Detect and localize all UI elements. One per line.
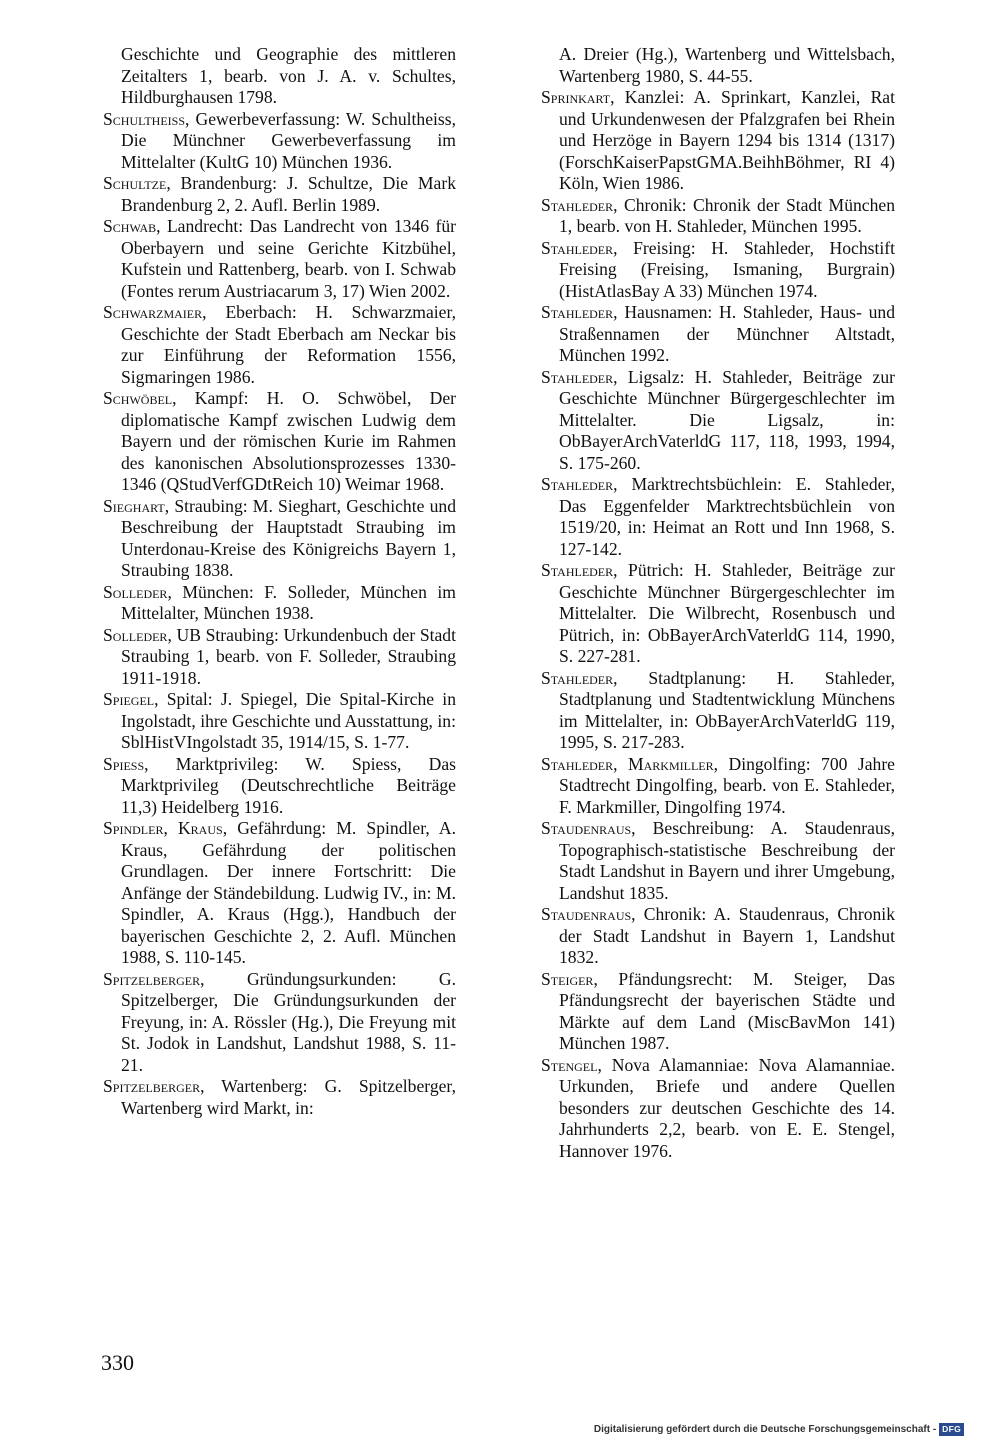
bib-entry <box>103 173 456 216</box>
bib-entry <box>103 302 456 388</box>
entry-text: , Ligsalz: H. Stahleder, Beiträge zur Geschichte Münchner Bürgergeschlechter im Mittelalter. Die Ligsalz, in: ObBayerArchVaterldG 117, 118, 1993, 1994, S. 175-260. <box>559 366 895 473</box>
funding-note <box>594 1423 964 1436</box>
entry-text: , Marktrechtsbüchlein: E. Stahleder, Das Eggenfelder Marktrechtsbüchlein von 1519/20, in: Heimat an Rott und Inn 1968, S. 127-142. <box>559 474 895 559</box>
bib-entry <box>103 216 456 302</box>
entry-author: Schwarzmaier <box>103 302 203 322</box>
entry-author: Schwöbel <box>103 388 173 408</box>
entry-author: Stahleder <box>541 667 614 688</box>
entry-author: Spitzelberger <box>103 1076 201 1096</box>
entry-text: , UB Straubing: Urkundenbuch der Stadt Straubing 1, bearb. von F. Solleder, Straubing 1911-1918. <box>121 624 456 688</box>
bib-entry <box>541 1055 895 1163</box>
bib-entry <box>103 496 456 582</box>
bib-entry <box>541 668 895 754</box>
bib-entry <box>541 195 895 238</box>
entry-text: , Straubing: M. Sieghart, Geschichte und Beschreibung der Hauptstadt Straubing im Unterdonau-Kreise des Königreichs Bayern 1, Straubing 1838. <box>121 495 456 580</box>
entry-text: , Chronik: A. Staudenraus, Chronik der Stadt Landshut in Bayern 1, Landshut 1832. <box>559 904 895 967</box>
entry-author: Spitzelberger <box>103 968 201 989</box>
bib-entry <box>103 44 456 109</box>
right-column <box>541 44 895 1162</box>
entry-author: Stahleder <box>541 302 614 322</box>
bib-entry <box>103 109 456 174</box>
entry-text: , Nova Alamanniae: Nova Alamanniae. Urkunden, Briefe und andere Quellen besonders zur deutschen Geschichte des 14. Jahrhunderts 2,2, bearb. von E. E. Stengel, Hannover 1976. <box>559 1054 895 1161</box>
entry-text: , Wartenberg: G. Spitzelberger, Wartenberg wird Markt, in: <box>121 1076 456 1118</box>
entry-author: Stahleder <box>541 237 614 258</box>
entry-author: Sprinkart <box>541 87 611 107</box>
entry-text: , Chronik: Chronik der Stadt München 1, bearb. von H. Stahleder, München 1995. <box>559 194 895 236</box>
entry-author: Staudenraus <box>541 904 632 924</box>
entry-author: Spindler, Kraus <box>103 818 223 838</box>
entry-text: , Eberbach: H. Schwarzmaier, Geschichte der Stadt Eberbach am Neckar bis zur Einführung der Reformation 1556, Sigmaringen 1986. <box>121 302 456 387</box>
bib-entry <box>103 818 456 969</box>
entry-text: , Marktprivileg: W. Spiess, Das Marktprivileg (Deutschrechtliche Beiträge 11,3) Heidelberg 1916. <box>121 753 456 817</box>
entry-author: Steiger <box>541 968 594 989</box>
entry-author: Schwab <box>103 216 157 236</box>
bib-entry <box>541 560 895 668</box>
bib-entry <box>103 1076 456 1119</box>
entry-text: , Kanzlei: A. Sprinkart, Kanzlei, Rat und Urkundenwesen der Pfalzgrafen bei Rhein und Herzöge in Bayern 1294 bis 1314 (1317) (ForschKaiserPapstGMA.BeihhBöhmer, RI 4) Köln, Wien 1986. <box>559 87 895 193</box>
left-column <box>103 44 456 1119</box>
bib-entry <box>103 754 456 819</box>
entry-text: , Spital: J. Spiegel, Die Spital-Kirche in Ingolstadt, ihre Geschichte und Ausstattung, in: SblHistVIngolstadt 35, 1914/15, S. 1-77. <box>121 689 456 752</box>
bib-entry <box>541 904 895 969</box>
entry-text: , Gründungsurkunden: G. Spitzelberger, Die Gründungsurkunden der Freyung, in: A. Rössler (Hg.), Die Freyung mit St. Jodok in Landshut, Landshut 1988, S. 11-21. <box>121 968 456 1075</box>
entry-author: Spiess <box>103 753 145 774</box>
entry-author: Schultheiss <box>103 108 186 129</box>
entry-text: , Beschreibung: A. Staudenraus, Topographisch-statistische Beschreibung der Stadt Landshut in Bayern und ihrer Umgebung, Landshut 1835. <box>559 818 895 903</box>
entry-text: , Hausnamen: H. Stahleder, Haus- und Straßennamen der Münchner Altstadt, München 1992. <box>559 302 895 365</box>
bib-entry <box>541 87 895 195</box>
bib-entry <box>541 302 895 367</box>
entry-text: , Landrecht: Das Landrecht von 1346 für Oberbayern und seine Gerichte Kitzbühel, Kufstein und Rattenberg, bearb. von I. Schwab (Fontes rerum Austriacarum 3, 17) Wien 2002. <box>121 216 456 301</box>
entry-text: , Stadtplanung: H. Stahleder, Stadtplanung und Stadtentwicklung Münchens im Mittelalter, in: ObBayerArchVaterldG 119, 1995, S. 217-283. <box>559 667 895 752</box>
entry-author: Stahleder, Markmiller <box>541 753 714 774</box>
bib-entry <box>541 818 895 904</box>
entry-text: A. Dreier (Hg.), Wartenberg und Wittelsbach, Wartenberg 1980, S. 44-55. <box>559 44 895 86</box>
entry-author: Spiegel <box>103 689 155 709</box>
entry-text: Geschichte und Geographie des mittleren Zeitalters 1, bearb. von J. A. v. Schultes, Hildburghausen 1798. <box>121 44 456 107</box>
entry-author: Sieghart <box>103 495 165 516</box>
entry-author: Stahleder <box>541 194 614 215</box>
entry-text: , Pfändungsrecht: M. Steiger, Das Pfändungsrecht der bayerischen Städte und Märkte auf dem Land (MiscBavMon 141) München 1987. <box>559 968 895 1053</box>
entry-text: , Pütrich: H. Stahleder, Beiträge zur Geschichte Münchner Bürgergeschlechter im Mittelalter. Die Wilbrecht, Rosenbusch und Pütrich, in: ObBayerArchVaterldG 114, 1990, S. 227-281. <box>559 560 895 666</box>
bib-entry <box>103 582 456 625</box>
bib-entry <box>541 754 895 819</box>
entry-text: , Dingolfing: 700 Jahre Stadtrecht Dingolfing, bearb. von E. Stahleder, F. Markmiller, Dingolfing 1974. <box>559 753 895 817</box>
page-number: 330 <box>101 1350 134 1375</box>
entry-author: Stahleder <box>541 560 614 580</box>
entry-text: , Brandenburg: J. Schultze, Die Mark Brandenburg 2, 2. Aufl. Berlin 1989. <box>121 173 456 215</box>
bib-entry <box>541 969 895 1055</box>
bib-entry <box>103 625 456 690</box>
bib-entry <box>541 474 895 560</box>
entry-author: Solleder <box>103 581 168 602</box>
dfg-logo: DFG <box>939 1423 964 1436</box>
entry-text: , Kampf: H. O. Schwöbel, Der diplomatische Kampf zwischen Ludwig dem Bayern und der römischen Kurie im Rahmen des kanonischen Absolutionsprozesses 1330-1346 (QStudVerfGDtReich 10) Weimar 1968. <box>121 388 456 494</box>
entry-author: Schultze <box>103 173 167 193</box>
bib-entry <box>103 689 456 754</box>
funding-text: Digitalisierung gefördert durch die Deutsche Forschungsgemeinschaft - <box>593 1424 937 1435</box>
bib-entry <box>103 969 456 1077</box>
entry-author: Stahleder <box>541 474 614 494</box>
bib-entry <box>541 238 895 303</box>
entry-text: , Freising: H. Stahleder, Hochstift Freising (Freising, Ismaning, Burgrain) (HistAtlasBay A 33) München 1974. <box>559 237 895 301</box>
bib-entry <box>541 44 895 87</box>
entry-author: Stengel <box>541 1054 598 1075</box>
entry-text: , Gefährdung: M. Spindler, A. Kraus, Gefährdung der politischen Grundlagen. Der innere Fortschritt: Die Anfänge der Ständebildung. Ludwig IV., in: M. Spindler, A. Kraus (Hgg.), Handbuch der bayerischen Geschichte 2, 2. Aufl. München 1988, S. 110-145. <box>121 818 456 967</box>
entry-text: , München: F. Solleder, München im Mittelalter, München 1938. <box>121 581 456 623</box>
entry-author: Stahleder <box>541 366 614 387</box>
entry-text: , Gewerbeverfassung: W. Schultheiss, Die Münchner Gewerbeverfassung im Mittelalter (KultG 10) München 1936. <box>121 108 456 172</box>
bib-entry <box>541 367 895 475</box>
entry-author: Staudenraus <box>541 818 632 838</box>
bib-entry <box>103 388 456 496</box>
entry-author: Solleder <box>103 624 168 645</box>
